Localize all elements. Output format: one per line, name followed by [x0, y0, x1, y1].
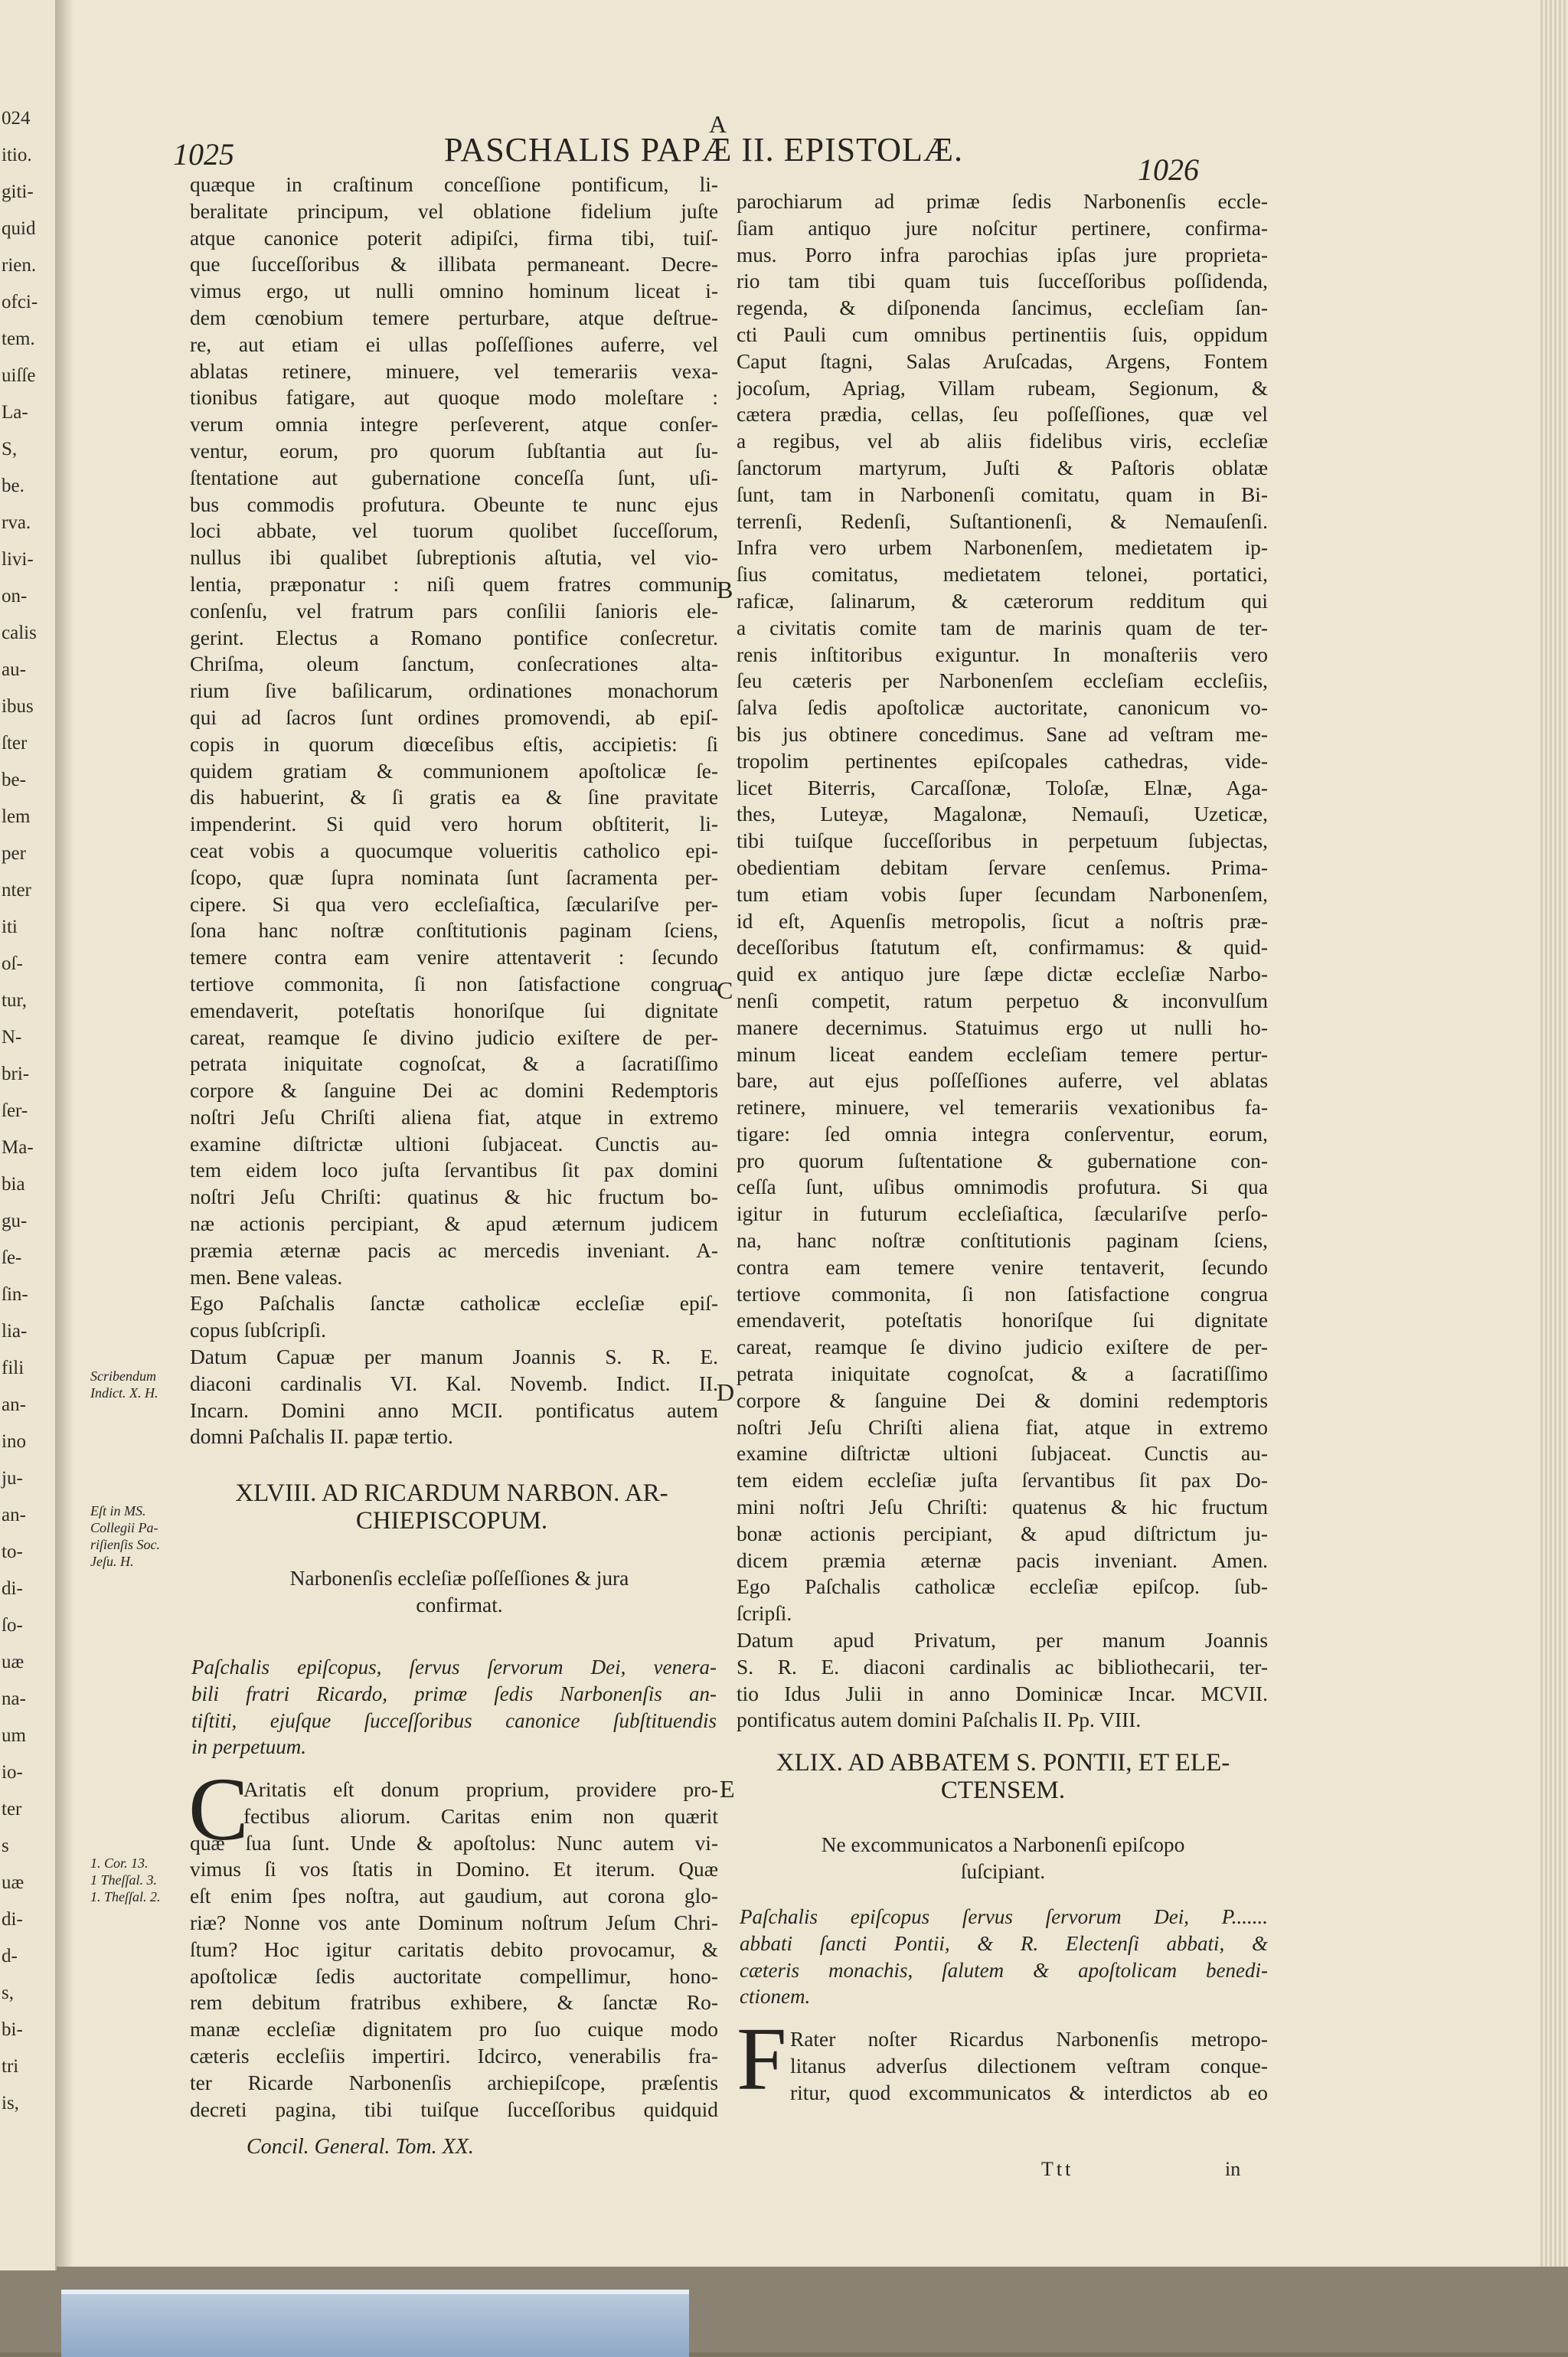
facing-page-fragment: ſin-: [2, 1284, 28, 1305]
text-line: noſtri Jeſu Chriſti aliena fiat, atque in extremo: [737, 1415, 1268, 1439]
text-line: rio tam tibi quam tuis ſucceſſoribus poſſidenda,: [737, 270, 1268, 293]
letter-48-dropcap: C: [188, 1759, 249, 1859]
letter-49-heading: [743, 1749, 1263, 1804]
text-line: eſt enim ſpes noſtra, aut gaudium, aut corona glo-: [190, 1885, 718, 1908]
letter-49-heading-line-1: XLIX. AD ABBATEM S. PONTII, ET ELE-: [776, 1749, 1230, 1777]
text-line: ſius comitatus, medietatem telonei, portatici,: [737, 563, 1268, 587]
facing-page-fragment: is,: [2, 2093, 19, 2113]
facing-page-fragment: nter: [2, 880, 31, 901]
facing-page-fragment: Ma-: [2, 1137, 34, 1158]
text-line: deceſſoribus ſtatutum eſt, confirmamus: & quid-: [737, 936, 1268, 959]
page-number-left: 1025: [173, 137, 234, 172]
text-line: copus ſubſcripſi.: [190, 1319, 327, 1342]
letter-48-summary: [214, 1565, 704, 1619]
text-line: tropolim pertinentes epiſcopales cathedras, vide-: [737, 749, 1268, 773]
text-line: careat, reamque ſe divino judicio exiſtere de per-: [190, 1025, 718, 1049]
text-line: Paſchalis epiſcopus, ſervus ſervorum Dei, venera-: [191, 1656, 717, 1679]
text-line: tio Idus Julii in anno Dominicæ Incar. MCVII.: [737, 1682, 1268, 1705]
book-below: [61, 2290, 689, 2357]
section-letter-a: A: [709, 110, 727, 138]
facing-page-fragment: ino: [2, 1431, 26, 1452]
text-line: ſcopo, quæ ſupra nominata ſunt ſacramenta per-: [190, 865, 718, 889]
text-line: riæ? Nonne vos ante Dominum noſtrum Jeſum Chri-: [190, 1911, 718, 1934]
text-line: re, aut etiam ei ullas poſſeſſiones auferre, vel: [190, 332, 718, 356]
facing-page-fragment: ju-: [2, 1468, 23, 1489]
text-line: tiſtiti, ejuſque ſucceſſoribus canonice ſubſtituendis: [191, 1708, 717, 1732]
text-line: fectibus aliorum. Caritas enim non quærit: [243, 1804, 718, 1828]
text-line: petrata iniquitate cognoſcat, & a ſacratiſſimo: [737, 1362, 1268, 1386]
text-line: a civitatis comite tam de marinis quam de ter-: [737, 616, 1268, 639]
text-line: ſcripſi.: [737, 1602, 792, 1626]
text-line: cipere. Si qua vero eccleſiaſtica, ſæculariſve per-: [190, 892, 718, 916]
facing-page-fragment: itio.: [2, 145, 32, 165]
letter-48-heading: [199, 1479, 704, 1535]
text-line: renis inſtitoribus exiguntur. In monaſteriis vero: [737, 642, 1268, 666]
footer-volume: Concil. General. Tom. XX.: [247, 2135, 474, 2159]
text-line: minum liceat eandem eccleſiam temere pertur-: [737, 1042, 1268, 1066]
text-line: gerint. Electus a Romano pontifice conſecretur.: [190, 626, 718, 649]
text-line: que ſucceſſoribus & illibata permaneant. Decre-: [190, 253, 718, 276]
section-letter-b: B: [717, 576, 733, 603]
text-line: petrata iniquitate cognoſcat, & a ſacratiſſimo: [190, 1052, 718, 1076]
text-line: examine diſtrictæ ultioni ſubjaceat. Cunctis au-: [737, 1442, 1268, 1466]
text-line: atque canonice poterit adipiſci, firma tibi, tuiſ-: [190, 226, 718, 250]
text-line: careat, reamque ſe divino judicio exiſtere de per-: [737, 1335, 1268, 1359]
text-line: cæteris monachis, ſalutem & apoſtolicam benedi-: [740, 1958, 1268, 1982]
text-line: corpore & ſanguine Dei & domini redemptoris: [737, 1388, 1268, 1412]
text-line: ventur, eorum, pro quorum ſubſtantia aut ſu-: [190, 439, 718, 463]
text-line: Ego Paſchalis catholicæ eccleſiæ epiſcop. ſub-: [737, 1575, 1268, 1599]
text-line: licet Biterris, Carcaſſonæ, Toloſæ, Elnæ, Aga-: [737, 776, 1268, 799]
letter-49-summary-line-1: Ne excommunicatos a Narbonenſi epiſcopo: [821, 1833, 1185, 1856]
text-line: ceſſa ſunt, uſibus omnimodis profutura. Si qua: [737, 1175, 1268, 1199]
text-line: ritur, quod excommunicatos & interdictos ab eo: [790, 2081, 1268, 2104]
letter-48-heading-line-1: XLVIII. AD RICARDUM NARBON. AR-: [235, 1479, 668, 1507]
letter-49-summary-line-2: ſuſcipiant.: [960, 1860, 1046, 1883]
text-line: nullus ibi qualibet ſubreptionis aſtutia, vel vio-: [190, 546, 718, 570]
text-line: corpore & ſanguine Dei ac domini Redemptoris: [190, 1079, 718, 1103]
facing-page-fragment: s,: [2, 1983, 14, 2003]
facing-page-fragment: fili: [2, 1358, 24, 1378]
text-line: tibi tuiſque ſucceſſoribus in perpetuum ſubjectas,: [737, 829, 1268, 853]
margin-note-scribendum: Scribendum Indict. X. H.: [90, 1368, 158, 1401]
running-title: PASCHALIS PAPÆ II. EPISTOLÆ.: [444, 131, 964, 168]
text-line: tem eidem eccleſiæ juſta ſervantibus ſit pax Do-: [737, 1469, 1268, 1492]
text-line: men. Bene valeas.: [190, 1265, 343, 1289]
text-line: Aritatis eſt donum proprium, providere pro-: [243, 1778, 718, 1801]
text-line: tertiove commonita, ſi non ſatisfactione congrua: [190, 972, 718, 995]
text-line: obedientiam debitam ſervare cenſemus. Prima-: [737, 855, 1268, 879]
facing-page-fragment: an-: [2, 1505, 26, 1525]
text-line: parochiarum ad primæ ſedis Narbonenſis eccle-: [737, 190, 1268, 213]
margin-note-scripture-refs: 1. Cor. 13. 1 Theſſal. 3. 1. Theſſal. 2.: [90, 1855, 161, 1904]
text-line: præmia æternæ pacis ac mercedis inveniant. A-: [190, 1238, 718, 1262]
text-line: vimus ſi vos ſtatis in Domino. Et iterum. Quæ: [190, 1858, 718, 1881]
facing-page-fragment: bi-: [2, 2019, 23, 2040]
text-line: na, hanc noſtræ conſtitutionis paginam ſciens,: [737, 1229, 1268, 1253]
text-line: mus. Porro infra parochias ipſas jure proprieta-: [737, 243, 1268, 266]
text-line: domni Paſchalis II. papæ tertio.: [190, 1425, 453, 1449]
facing-page-fragment: uæ: [2, 1872, 24, 1893]
text-line: tertiove commonita, ſi non ſatisfactione congrua: [737, 1282, 1268, 1306]
text-line: terrenſi, Redenſi, Suſtantionenſi, & Nemauſenſi.: [737, 509, 1268, 533]
letter-49-body: [790, 2026, 1268, 2106]
text-line: Datum apud Privatum, per manum Joannis: [737, 1629, 1268, 1653]
text-line: lentia, præponatur : niſi quem fratres communi: [190, 572, 718, 596]
facing-page-fragment: livi-: [2, 549, 34, 570]
text-line: pro quorum ſuſtentatione & gubernatione con-: [737, 1149, 1268, 1172]
text-line: emendaverit, poteſtatis honoriſque ſui dignitate: [737, 1309, 1268, 1332]
facing-page-fragment: au-: [2, 659, 26, 680]
catchword: in: [1225, 2158, 1241, 2180]
facing-page-fragment: an-: [2, 1394, 26, 1415]
letter-48-body-indent: [243, 1777, 718, 1830]
text-line: bili fratri Ricardo, primæ ſedis Narbonenſis an-: [191, 1682, 717, 1705]
left-column-text: [190, 172, 718, 1450]
text-line: rium ſive baſilicarum, ordinationes monachorum: [190, 679, 718, 703]
text-line: apoſtolicæ ſedis auctoritate compellimur, hono-: [190, 1964, 718, 1988]
facing-page-fragment: N-: [2, 1027, 22, 1048]
facing-page-fragment: ter: [2, 1799, 22, 1819]
letter-48-body: [190, 1830, 718, 2123]
section-letter-e: E: [720, 1775, 735, 1803]
text-line: ſtum? Hoc igitur caritatis debito provocamur, &: [190, 1937, 718, 1961]
text-line: loci abbate, vel tuorum quolibet ſucceſſorum,: [190, 519, 718, 543]
text-line: nenſi competit, ratum perpetuo & inconvulſum: [737, 989, 1268, 1012]
facing-page-edge: [0, 0, 57, 2270]
text-line: ſtentatione aut gubernatione conceſſa ſunt, uſi-: [190, 466, 718, 489]
text-line: tum etiam vobis ſuper ſecundam Narbonenſem,: [737, 882, 1268, 906]
margin-note-manuscript: Eſt in MS. Collegii Pa- riſienſis Soc. Jeſu. H.: [90, 1503, 160, 1569]
text-line: mini noſtri Jeſu Chriſti: quatenus & hic fructum: [737, 1496, 1268, 1519]
text-line: examine diſtrictæ ultioni ſubjaceat. Cunctis au-: [190, 1132, 718, 1156]
text-line: conſenſu, vel fratrum pars conſilii ſanioris ele-: [190, 599, 718, 623]
facing-page-fragment: S,: [2, 439, 18, 459]
text-line: S. R. E. diaconi cardinalis ac bibliothecarii, ter-: [737, 1655, 1268, 1679]
facing-page-fragment: gu-: [2, 1211, 28, 1231]
facing-page-fragment: na-: [2, 1688, 26, 1709]
text-line: beralitate principum, vel oblatione fidelium juſte: [190, 199, 718, 223]
text-line: ſona hanc noſtræ conſtitutionis paginam ſciens,: [190, 919, 718, 943]
facing-page-fragment: oſ-: [2, 953, 23, 974]
facing-page-fragment: rva.: [2, 512, 31, 533]
facing-page-fragment: be-: [2, 770, 26, 790]
facing-page-fragment: ſo-: [2, 1615, 23, 1636]
facing-page-fragment: calis: [2, 623, 37, 643]
text-line: quid ex antiquo jure ſæpe dictæ eccleſiæ Narbo-: [737, 963, 1268, 986]
text-line: Incarn. Domini anno MCII. pontificatus autem: [190, 1398, 718, 1422]
text-line: bare, aut ejus poſſeſſiones auferre, vel ablatas: [737, 1069, 1268, 1093]
text-line: pontificatus autem domini Paſchalis II. Pp. VIII.: [737, 1708, 1142, 1732]
facing-page-fragment: on-: [2, 586, 28, 606]
facing-page-fragment: quid: [2, 218, 36, 239]
text-line: ctionem.: [740, 1985, 811, 2009]
text-line: igitur in futurum eccleſiaſtica, ſæculariſve perſo-: [737, 1202, 1268, 1226]
text-line: Caput ſtagni, Salas Aruſcadas, Argens, Fontem: [737, 349, 1268, 373]
text-line: verum omnia integre perſeverent, atque conſer-: [190, 413, 718, 436]
letter-49-heading-line-2: CTENSEM.: [940, 1777, 1066, 1804]
letter-49-summary: [758, 1832, 1248, 1885]
text-line: ſiam antiquo jure noſcitur pertinere, confirma-: [737, 216, 1268, 240]
text-line: dis habuerint, & ſi gratis ea & ſine pravitate: [190, 786, 718, 809]
text-line: regenda, & diſponenda ſancimus, eccleſiam ſan-: [737, 296, 1268, 320]
text-line: manæ eccleſiæ dignitatem pro ſuo cuique modo: [190, 2018, 718, 2042]
text-line: dicem præmia æternæ pacis inveniant. Amen.: [737, 1548, 1268, 1572]
text-line: litanus adverſus dilectionem veſtram conque-: [790, 2054, 1268, 2077]
right-column-text: [737, 188, 1268, 1734]
letter-48-address: [191, 1654, 717, 1760]
text-line: raficæ, ſalinarum, & cæterorum redditum qui: [737, 589, 1268, 613]
text-line: jocoſum, Apriag, Villam rubeam, Segionum, &: [737, 376, 1268, 400]
text-line: ablatas retinere, minuere, vel temerariis vexa-: [190, 359, 718, 383]
text-line: quæ ſua ſunt. Unde & apoſtolus: Nunc autem vi-: [190, 1831, 718, 1855]
text-line: contra eam temere venire tentaverit, ſecundo: [737, 1255, 1268, 1279]
facing-page-fragment: ſe-: [2, 1247, 22, 1268]
text-line: Datum Capuæ per manum Joannis S. R. E.: [190, 1345, 718, 1369]
text-line: vimus ergo, ut nulli omnino hominum liceat i-: [190, 280, 718, 303]
facing-page-fragment: 024: [2, 108, 31, 129]
text-line: dem cœnobium temere perturbare, atque deſtrue-: [190, 306, 718, 329]
text-line: emendaverit, poteſtatis honoriſque ſui dignitate: [190, 999, 718, 1022]
letter-48-heading-line-2: CHIEPISCOPUM.: [355, 1507, 548, 1535]
text-line: bonæ actionis percipiant, & apud diſtrictum ju-: [737, 1522, 1268, 1545]
facing-page-fragment: io-: [2, 1762, 23, 1783]
facing-page-fragment: tri: [2, 2056, 19, 2077]
text-line: copis in quorum diœceſibus eſtis, accipietis: ſi: [190, 732, 718, 756]
text-line: quæque in craſtinum conceſſione pontificum, li-: [190, 173, 718, 196]
facing-page-fragment: ſter: [2, 733, 28, 754]
text-line: bis jus obtinere concedimus. Sane ad veſtram me-: [737, 722, 1268, 746]
text-line: ter Ricarde Narbonenſis archiepiſcope, præſentis: [190, 2071, 718, 2094]
text-line: Ego Paſchalis ſanctæ catholicæ eccleſiæ epiſ-: [190, 1292, 718, 1316]
facing-page-fragment: uiſſe: [2, 365, 36, 386]
facing-page-fragment: tur,: [2, 990, 28, 1011]
text-line: quidem gratiam & communionem apoſtolicæ ſe-: [190, 759, 718, 783]
section-letter-c: C: [717, 976, 733, 1004]
text-line: ſanctorum martyrum, Juſti & Paſtoris oblatæ: [737, 456, 1268, 479]
facing-page-fragment: rien.: [2, 255, 37, 276]
facing-page-fragment: ofci-: [2, 292, 38, 312]
letter-48-summary-line-2: confirmat.: [416, 1594, 503, 1617]
facing-page-fragment: per: [2, 843, 26, 864]
facing-page-fragment: uæ: [2, 1652, 24, 1672]
facing-page-fragment: tem.: [2, 329, 35, 349]
gutter-shadow: [55, 0, 74, 2267]
text-line: a regibus, vel ab aliis fidelibus viris, eccleſiæ: [737, 430, 1268, 453]
text-line: Infra vero urbem Narbonenſem, medietatem ip-: [737, 536, 1268, 560]
text-line: tem eidem loco juſta ſervantibus ſit pax domini: [190, 1159, 718, 1182]
text-line: ſeu cæteris per Narbonenſem eccleſiam eccleſiis,: [737, 669, 1268, 693]
facing-page-fragment: La-: [2, 402, 28, 423]
text-line: tionibus fatigare, aut quoque modo moleſtare :: [190, 386, 718, 410]
letter-48-summary-line-1: Narbonenſis eccleſiæ poſſeſſiones & jura: [289, 1567, 629, 1590]
page-edges: [1540, 0, 1568, 2267]
facing-page-fragment: lem: [2, 806, 31, 827]
text-line: decreti pagina, tibi tuiſque ſucceſſoribus quidquid: [190, 2097, 718, 2121]
text-line: temere contra eam venire attentaverit : ſecundo: [190, 946, 718, 969]
text-line: diaconi cardinalis VI. Kal. Novemb. Indict. II.: [190, 1371, 718, 1395]
text-line: retinere, minuere, vel temerariis vexationibus fa-: [737, 1096, 1268, 1120]
facing-page-fragment: ſer-: [2, 1100, 28, 1121]
facing-page-fragment: giti-: [2, 181, 34, 202]
text-line: ceat vobis a quocumque volueritis catholico epi-: [190, 839, 718, 862]
facing-page-fragment: ibus: [2, 696, 34, 717]
text-line: abbati ſancti Pontii, & R. Electenſi abbati, &: [740, 1931, 1268, 1955]
signature-mark: Ttt: [1041, 2158, 1074, 2180]
section-letter-d: D: [717, 1378, 735, 1406]
facing-page-fragment: s: [2, 1836, 9, 1856]
text-line: rem debitum fratribus exhibere, & ſanctæ Ro-: [190, 1991, 718, 2015]
letter-49-dropcap: F: [737, 2009, 787, 2109]
facing-page-fragment: be.: [2, 476, 24, 496]
letter-49-address: [740, 1904, 1268, 2010]
text-line: ſunt, tam in Narbonenſi comitatu, quam in Bi-: [737, 482, 1268, 506]
text-line: Rater noſter Ricardus Narbonenſis metropo-: [790, 2028, 1268, 2051]
text-line: qui ad ſacros ſunt ordines promovendi, ab epiſ-: [190, 705, 718, 729]
facing-page-fragment: iti: [2, 917, 18, 937]
text-line: impenderint. Si quid vero horum obſtiterit, li-: [190, 812, 718, 836]
text-line: thes, Luteyæ, Magalonæ, Nemauſi, Uzeticæ,: [737, 803, 1268, 826]
text-line: cti Pauli cum omnibus pertinentiis ſuis, oppidum: [737, 322, 1268, 346]
text-line: Paſchalis epiſcopus ſervus ſervorum Dei, P.......: [740, 1905, 1268, 1928]
facing-page-fragment: d-: [2, 1946, 18, 1966]
page-number-right: 1026: [1138, 152, 1199, 187]
text-line: noſtri Jeſu Chriſti: quatinus & hic fructum bo-: [190, 1185, 718, 1209]
facing-page-fragment: um: [2, 1725, 26, 1746]
facing-page-fragment: lia-: [2, 1321, 28, 1342]
text-line: Chriſma, oleum ſanctum, conſecrationes alta-: [190, 652, 718, 676]
facing-page-fragment: di-: [2, 1578, 23, 1599]
facing-page-fragment: to-: [2, 1541, 23, 1562]
text-line: næ actionis percipiant, & apud æternum judicem: [190, 1212, 718, 1236]
text-line: bus commodis profutura. Obeunte te nunc ejus: [190, 492, 718, 516]
text-line: noſtri Jeſu Chriſti aliena fiat, atque in extremo: [190, 1105, 718, 1129]
text-line: manere decernimus. Statuimus ergo ut nulli ho-: [737, 1015, 1268, 1039]
text-line: in perpetuum.: [191, 1735, 306, 1759]
text-line: tigare: ſed omnia integra conſerventur, eorum,: [737, 1122, 1268, 1146]
text-line: ſalva ſedis apoſtolicæ auctoritate, canonicum vo-: [737, 696, 1268, 720]
text-line: id eſt, Aquenſis metropolis, ſicut a noſtris præ-: [737, 909, 1268, 933]
text-line: cæteris eccleſiis impertiri. Idcirco, venerabilis fra-: [190, 2044, 718, 2068]
facing-page-fragment: bia: [2, 1174, 25, 1195]
facing-page-fragment: di-: [2, 1909, 23, 1930]
facing-page-fragment: bri-: [2, 1064, 30, 1084]
text-line: cætera prædia, cellas, ſeu poſſeſſiones, quæ vel: [737, 403, 1268, 427]
